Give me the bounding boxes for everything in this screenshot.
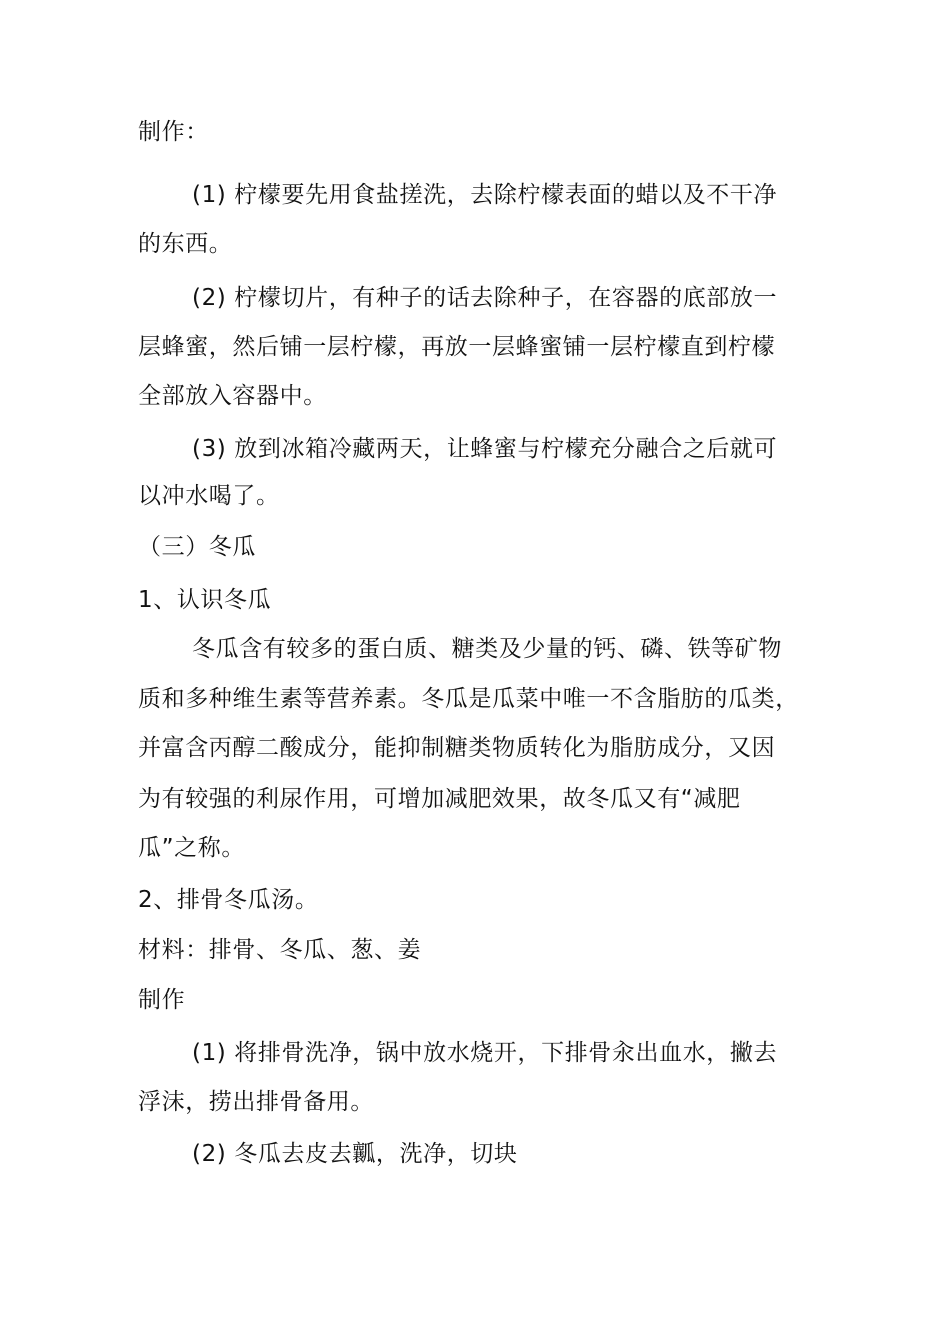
lemon-step-1-cont: 的东西。: [138, 231, 233, 257]
lemon-step-3-cont: 以冲水喝了。: [138, 483, 280, 509]
heading-making-2: 制作: [138, 987, 186, 1013]
winter-melon-intro-4: 为有较强的利尿作用，可增加减肥效果，故冬瓜又有“减肥: [138, 786, 741, 812]
subheading-know-winter-melon: 1、认识冬瓜: [138, 587, 272, 613]
soup-step-1-cont: 浮沫，捞出排骨备用。: [138, 1089, 374, 1115]
section-heading-winter-melon: （三）冬瓜: [138, 534, 256, 560]
lemon-step-3: (3) 放到冰箱冷藏两天，让蜂蜜与柠檬充分融合之后就可: [192, 436, 778, 462]
winter-melon-intro-5: 瓜”之称。: [138, 835, 245, 861]
subheading-rib-soup: 2、排骨冬瓜汤。: [138, 887, 319, 913]
lemon-step-1: (1) 柠檬要先用食盐搓洗，去除柠檬表面的蜡以及不干净: [192, 182, 778, 208]
winter-melon-intro-3: 并富含丙醇二酸成分，能抑制糖类物质转化为脂肪成分，又因: [138, 735, 776, 761]
soup-step-1: (1) 将排骨洗净，锅中放水烧开，下排骨汆出血水，撇去: [192, 1040, 778, 1066]
heading-making-1: 制作：: [138, 119, 209, 145]
ingredients-line: 材料：排骨、冬瓜、葱、姜: [138, 937, 422, 963]
soup-step-2: (2) 冬瓜去皮去瓤，洗净，切块: [192, 1141, 518, 1167]
lemon-step-2: (2) 柠檬切片，有种子的话去除种子，在容器的底部放一: [192, 285, 778, 311]
winter-melon-intro-2: 质和多种维生素等营养素。冬瓜是瓜菜中唯一不含脂肪的瓜类，: [138, 686, 799, 712]
lemon-step-2-cont-1: 层蜂蜜，然后铺一层柠檬，再放一层蜂蜜铺一层柠檬直到柠檬: [138, 334, 776, 360]
lemon-step-2-cont-2: 全部放入容器中。: [138, 383, 327, 409]
winter-melon-intro-1: 冬瓜含有较多的蛋白质、糖类及少量的钙、磷、铁等矿物: [192, 636, 782, 662]
